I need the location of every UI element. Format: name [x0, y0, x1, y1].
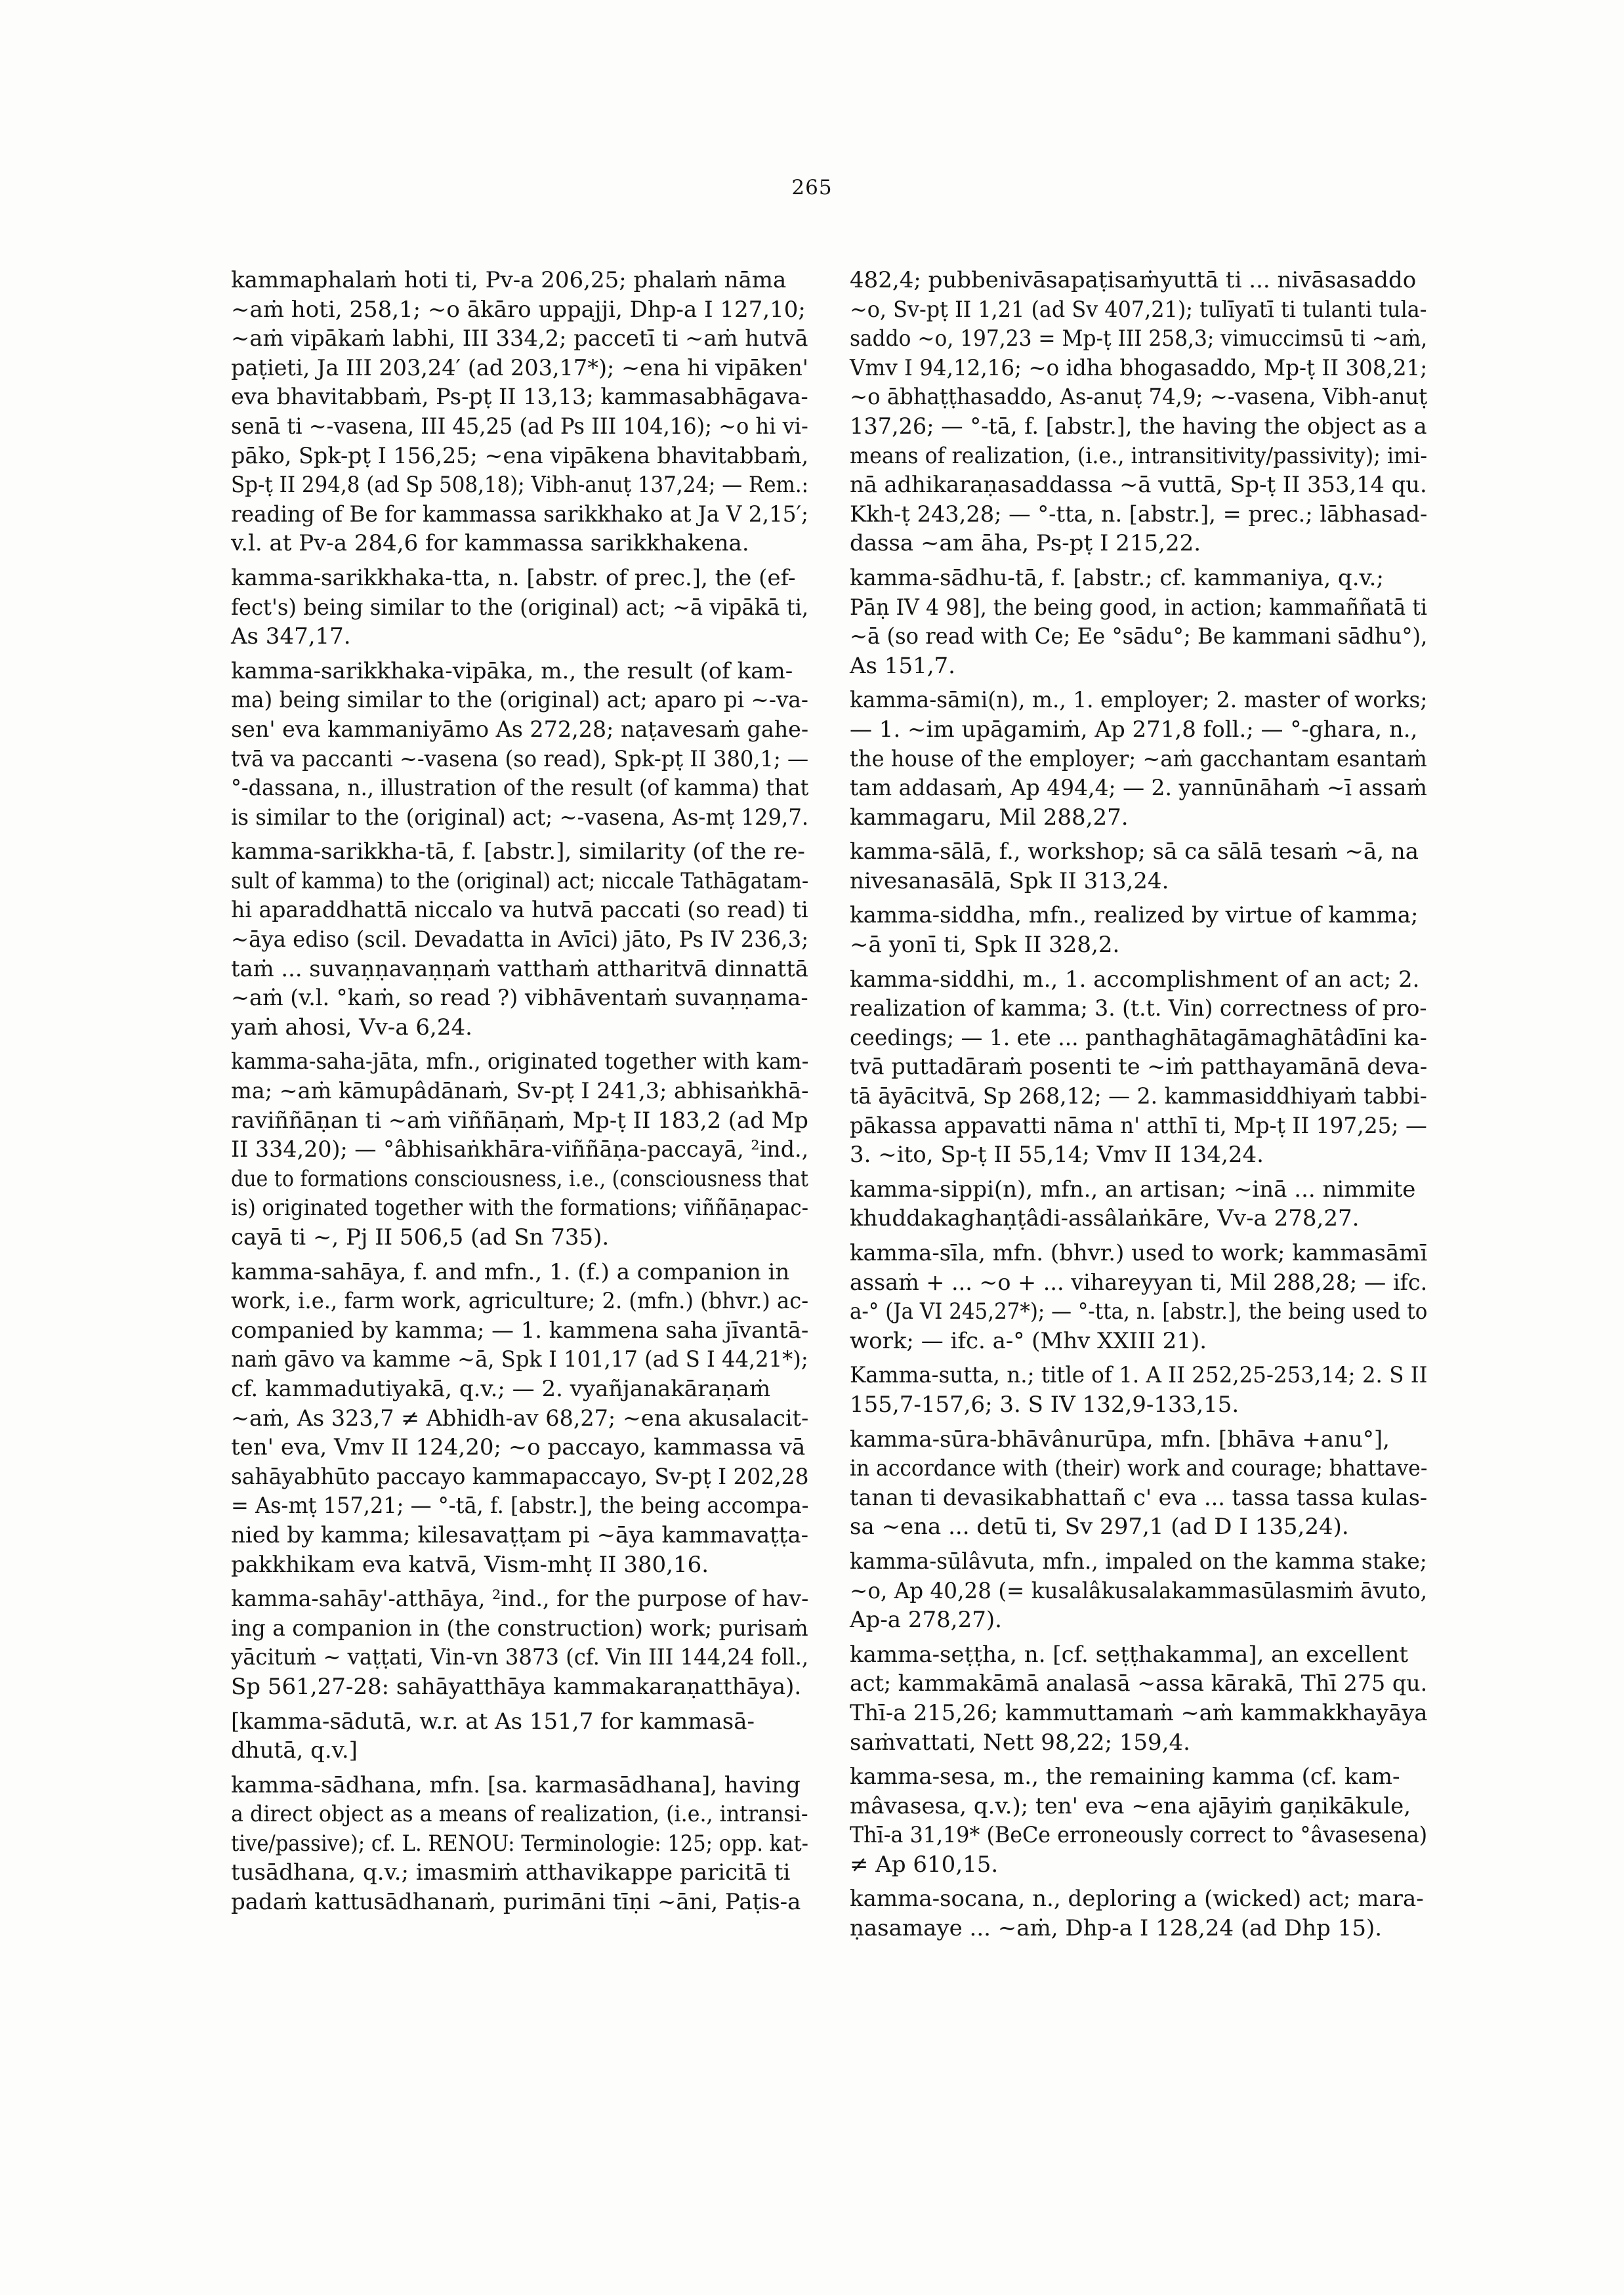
- entry-line: Sp 561,27-28: sahāyatthāya kammakaraṇatthāya).: [231, 1673, 802, 1700]
- entry-line: kammagaru, Mil 288,27.: [850, 804, 1129, 831]
- entry-line: 155,7-157,6; 3. S IV 132,9-133,15.: [850, 1391, 1239, 1418]
- entry-line: realization of kamma; 3. (t.t. Vin) correctness of pro-: [850, 995, 1427, 1022]
- entry-line: ~o, Ap 40,28 (= kusalâkusalakammasūlasmiṁ āvuto,: [850, 1577, 1428, 1604]
- entry-line: — 1. ~im upāgamiṁ, Ap 271,8 foll.; — °-ghara, n.,: [850, 716, 1418, 743]
- entry-line: v.l. at Pv-a 284,6 for kammassa sarikkhakena.: [231, 530, 749, 557]
- entry-line: fect's) being similar to the (original) act; ~ā vipākā ti,: [231, 594, 809, 621]
- entry-line: kamma-saha-jāta, mfn., originated together with kam-: [231, 1048, 809, 1075]
- entry-line: kamma-sālā, f., workshop; sā ca sālā tesaṁ ~ā, na: [850, 838, 1419, 865]
- entry-line: 3. ~ito, Sp-ṭ II 55,14; Vmv II 134,24.: [850, 1142, 1264, 1168]
- entry-line: tusādhana, q.v.; imasmiṁ atthavikappe paricitā ti: [231, 1859, 791, 1886]
- entry-line: kamma-sarikkhaka-vipāka, m., the result (of kam-: [231, 657, 793, 684]
- entry-line: Sp-ṭ II 294,8 (ad Sp 508,18); Vibh-anuṭ 137,24; — Rem.:: [231, 472, 809, 499]
- entry-line: kamma-seṭṭha, n. [cf. seṭṭhakamma], an excellent: [850, 1641, 1409, 1668]
- entry-line: a direct object as a means of realization, (i.e., intransi-: [231, 1801, 808, 1828]
- entry-line: kamma-sahāya, f. and mfn., 1. (f.) a companion in: [231, 1258, 790, 1285]
- entry-line: work, i.e., farm work, agriculture; 2. (mfn.) (bhvr.) ac-: [231, 1288, 809, 1315]
- entry-line: tam addasaṁ, Ap 494,4; — 2. yannūnāhaṁ ~ī assaṁ: [850, 775, 1427, 802]
- entry-line: work; — ifc. a-° (Mhv XXIII 21).: [850, 1327, 1207, 1354]
- right-column-entry: [850, 686, 1427, 832]
- left-column: [231, 266, 808, 1922]
- entry-line: As 347,17.: [231, 623, 351, 650]
- entry-line: sa ~ena ... detū ti, Sv 297,1 (ad D I 135,24).: [850, 1514, 1349, 1540]
- entry-line: II 334,20); — °âbhisaṅkhāra-viññāṇa-paccayā, ²ind.,: [231, 1136, 809, 1163]
- entry-line: yaṁ ahosi, Vv-a 6,24.: [231, 1014, 472, 1041]
- left-column-entry: [231, 1771, 808, 1917]
- entry-line: pāko, Spk-pṭ I 156,25; ~ena vipākena bhavitabbaṁ,: [231, 442, 809, 469]
- entry-line: ~o, Sv-pṭ II 1,21 (ad Sv 407,21); tulīyatī ti tulanti tula-: [850, 296, 1427, 323]
- right-column-entry: [850, 1175, 1427, 1233]
- entry-line: kamma-sādhana, mfn. [sa. karmasādhana], having: [231, 1771, 801, 1798]
- right-column-entry: [850, 1762, 1427, 1879]
- entry-line: sen' eva kammaniyāmo As 272,28; naṭavesaṁ gahe-: [231, 716, 809, 743]
- entry-line: sult of kamma) to the (original) act; niccale Tathāgatam-: [231, 867, 809, 894]
- entry-line: As 151,7.: [850, 652, 955, 679]
- entry-line: tā āyācitvā, Sp 268,12; — 2. kammasiddhiyaṁ tabbi-: [850, 1083, 1427, 1110]
- entry-line: kamma-sūra-bhāvânurūpa, mfn. [bhāva +anu°],: [850, 1426, 1390, 1453]
- entry-line: pakkhikam eva katvā, Vism-mhṭ II 380,16.: [231, 1551, 709, 1578]
- entry-line: ṇasamaye ... ~aṁ, Dhp-a I 128,24 (ad Dhp 15).: [850, 1915, 1383, 1942]
- entry-line: ma) being similar to the (original) act; aparo pi ~-va-: [231, 687, 808, 714]
- entry-line: Kamma-sutta, n.; title of 1. A II 252,25-253,14; 2. S II: [850, 1362, 1428, 1389]
- entry-line: = As-mṭ 157,21; — °-tā, f. [abstr.], the being accompa-: [231, 1493, 809, 1520]
- entry-line: ~o ābhaṭṭhasaddo, As-anuṭ 74,9; ~-vasena, Vibh-anuṭ: [850, 384, 1428, 411]
- left-column-entry: [231, 837, 808, 1042]
- entry-line: kamma-siddha, mfn., realized by virtue of kamma;: [850, 902, 1419, 929]
- entry-line: pākassa appavatti nāma n' atthī ti, Mp-ṭ II 197,25; —: [850, 1112, 1427, 1139]
- entry-line: nā adhikaraṇasaddassa ~ā vuttā, Sp-ṭ II 353,14 qu.: [850, 472, 1427, 499]
- entry-line: paṭieti, Ja III 203,24′ (ad 203,17*); ~ena hi vipāken': [231, 354, 808, 381]
- right-column-entry: [850, 1884, 1427, 1943]
- entry-line: Vmv I 94,12,16; ~o idha bhogasaddo, Mp-ṭ II 308,21;: [850, 354, 1428, 381]
- entry-line: ~aṁ (v.l. °kaṁ, so read ?) vibhāventaṁ suvaṇṇama-: [231, 985, 808, 1012]
- entry-line: ≠ Ap 610,15.: [850, 1851, 999, 1878]
- entry-line: assaṁ + ... ~o + ... vihareyyan ti, Mil 288,28; — ifc.: [850, 1269, 1428, 1296]
- entry-line: kamma-sarikkhaka-tta, n. [abstr. of prec.], the (ef-: [231, 564, 796, 591]
- entry-line: is) originated together with the formations; viññāṇapac-: [231, 1195, 809, 1222]
- entry-line: °-dassana, n., illustration of the result (of kamma) that: [231, 775, 809, 802]
- entry-line: tive/passive); cf. L. RENOU: Terminologie: 125; opp. kat-: [231, 1830, 809, 1857]
- entry-line: kamma-sūlâvuta, mfn., impaled on the kamma stake;: [850, 1548, 1427, 1575]
- entry-line: taṁ ... suvaṇṇavaṇṇaṁ vatthaṁ attharitvā dinnattā: [231, 955, 808, 982]
- entry-line: act; kammakāmā analasā ~assa kārakā, Thī 275 qu.: [850, 1670, 1428, 1697]
- right-column-entry: [850, 837, 1427, 896]
- entry-line: padaṁ kattusādhanaṁ, purimāni tīṇi ~āni, Paṭis-a: [231, 1889, 801, 1916]
- entry-line: sahāyabhūto paccayo kammapaccayo, Sv-pṭ I 202,28: [231, 1463, 809, 1490]
- entry-line: kamma-sippi(n), mfn., an artisan; ~inā ... nimmite: [850, 1176, 1416, 1203]
- entry-line: kammaphalaṁ hoti ti, Pv-a 206,25; phalaṁ nāma: [231, 267, 787, 293]
- left-column-entry: [231, 564, 808, 651]
- entry-line: tvā puttadāraṁ posenti te ~iṁ patthayamānā deva-: [850, 1054, 1428, 1081]
- right-column-entry: [850, 1425, 1427, 1542]
- entry-line: ~aṁ, As 323,7 ≠ Abhidh-av 68,27; ~ena akusalacit-: [231, 1405, 809, 1432]
- entry-line: yācituṁ ~ vaṭṭati, Vin-vn 3873 (cf. Vin III 144,24 foll.,: [231, 1644, 809, 1671]
- entry-line: ~ā (so read with Ce; Ee °sādu°; Be kammani sādhu°),: [850, 623, 1428, 650]
- entry-line: ~aṁ vipākaṁ labhi, III 334,2; paccetī ti ~aṁ hutvā: [231, 325, 808, 352]
- entry-line: tanan ti devasikabhattañ c' eva ... tassa tassa kulas-: [850, 1484, 1428, 1511]
- left-column-entry: [231, 1707, 808, 1766]
- right-column-entry: [850, 1640, 1427, 1757]
- entry-line: ~aṁ hoti, 258,1; ~o ākāro uppajji, Dhp-a I 127,10;: [231, 296, 806, 323]
- entry-line: 482,4; pubbenivāsapaṭisaṁyuttā ti ... nivāsasaddo: [850, 267, 1417, 293]
- entry-line: saṁvattati, Nett 98,22; 159,4.: [850, 1729, 1190, 1756]
- entry-line: kamma-sādhu-tā, f. [abstr.; cf. kammaniya, q.v.;: [850, 564, 1384, 591]
- entry-line: kamma-sahāy'-atthāya, ²ind., for the purpose of hav-: [231, 1586, 809, 1613]
- entry-line: kamma-siddhi, m., 1. accomplishment of an act; 2.: [850, 966, 1420, 993]
- entry-line: 137,26; — °-tā, f. [abstr.], the having the object as a: [850, 413, 1427, 440]
- entry-line: ma; ~aṁ kāmupâdānaṁ, Sv-pṭ I 241,3; abhisaṅkhā-: [231, 1078, 809, 1105]
- entry-line: kamma-sesa, m., the remaining kamma (cf. kam-: [850, 1764, 1400, 1790]
- left-column-entry: [231, 1047, 808, 1252]
- entry-line: mâvasesa, q.v.); ten' eva ~ena ajāyiṁ gaṇikākule,: [850, 1792, 1411, 1819]
- entry-line: tvā va paccanti ~-vasena (so read), Spk-pṭ II 380,1; —: [231, 745, 809, 772]
- entry-line: saddo ~o, 197,23 = Mp-ṭ III 258,3; vimuccimsū ti ~aṁ,: [850, 325, 1428, 352]
- right-column-entry: [850, 965, 1427, 1170]
- entry-line: [kamma-sādutā, w.r. at As 151,7 for kammasā-: [231, 1708, 755, 1735]
- right-column: [850, 266, 1427, 1949]
- right-column-entry: [850, 901, 1427, 959]
- right-column-entry: [850, 564, 1427, 680]
- page-number: 265: [791, 176, 833, 199]
- left-column-entry: [231, 1584, 808, 1701]
- entry-line: kamma-sīla, mfn. (bhvr.) used to work; kammasāmī: [850, 1240, 1428, 1266]
- entry-line: ~āya ediso (scil. Devadatta in Avīci) jāto, Ps IV 236,3;: [231, 926, 809, 953]
- entry-line: is similar to the (original) act; ~-vasena, As-mṭ 129,7.: [231, 804, 809, 831]
- entry-line: a-° (Ja VI 245,27*); — °-tta, n. [abstr.], the being used to: [850, 1298, 1428, 1325]
- entry-line: naṁ gāvo va kamme ~ā, Spk I 101,17 (ad S I 44,21*);: [231, 1346, 808, 1373]
- entry-line: ing a companion in (the construction) work; purisaṁ: [231, 1615, 808, 1642]
- entry-line: hi aparaddhattā niccalo va hutvā paccati (so read) ti: [231, 897, 808, 924]
- left-column-entry: [231, 1258, 808, 1580]
- entry-line: Thī-a 31,19* (BeCe erroneously correct to °âvasesena): [850, 1822, 1428, 1849]
- entry-line: raviññāṇan ti ~aṁ viññāṇaṁ, Mp-ṭ II 183,2 (ad Mp: [231, 1107, 808, 1134]
- entry-line: dassa ~am āha, Ps-pṭ I 215,22.: [850, 530, 1201, 557]
- left-column-entry: [231, 657, 808, 833]
- entry-line: senā ti ~-vasena, III 45,25 (ad Ps III 104,16); ~o hi vi-: [231, 413, 808, 440]
- right-column-entry: [850, 1361, 1427, 1419]
- entry-line: cayā ti ~, Pj II 506,5 (ad Sn 735).: [231, 1224, 610, 1251]
- entry-line: ten' eva, Vmv II 124,20; ~o paccayo, kammassa vā: [231, 1434, 806, 1461]
- entry-line: cf. kammadutiyakā, q.v.; — 2. vyañjanakāraṇaṁ: [231, 1375, 771, 1402]
- entry-line: Pāṇ IV 4 98], the being good, in action; kammaññatā ti: [850, 594, 1428, 621]
- entry-line: ~ā yonī ti, Spk II 328,2.: [850, 932, 1120, 959]
- entry-line: nied by kamma; kilesavaṭṭam pi ~āya kammavaṭṭa-: [231, 1521, 809, 1548]
- left-column-entry: [231, 266, 808, 558]
- entry-line: in accordance with (their) work and courage; bhattave-: [850, 1455, 1428, 1482]
- entry-line: nivesanasālā, Spk II 313,24.: [850, 867, 1169, 894]
- entry-line: companied by kamma; — 1. kammena saha jīvantā-: [231, 1317, 809, 1344]
- entry-line: Ap-a 278,27).: [850, 1607, 1002, 1634]
- right-column-entry: [850, 1547, 1427, 1635]
- right-column-entry: [850, 1239, 1427, 1355]
- entry-line: dhutā, q.v.]: [231, 1737, 358, 1764]
- entry-line: eva bhavitabbaṁ, Ps-pṭ II 13,13; kammasabhāgava-: [231, 384, 808, 411]
- entry-line: kamma-sāmi(n), m., 1. employer; 2. master of works;: [850, 687, 1428, 714]
- entry-line: means of realization, (i.e., intransitivity/passivity); imi-: [850, 442, 1428, 469]
- entry-line: reading of Be for kammassa sarikkhako at Ja V 2,15′;: [231, 501, 809, 527]
- entry-line: due to formations consciousness, i.e., (consciousness that: [231, 1165, 808, 1192]
- entry-line: Kkh-ṭ 243,28; — °-tta, n. [abstr.], = prec.; lābhasad-: [850, 501, 1428, 527]
- right-column-entry: [850, 266, 1427, 558]
- entry-line: kamma-socana, n., deploring a (wicked) act; mara-: [850, 1886, 1424, 1912]
- entry-line: khuddakaghaṇṭâdi-assâlaṅkāre, Vv-a 278,27.: [850, 1205, 1360, 1232]
- entry-line: ceedings; — 1. ete ... panthaghātagāmaghātâdīni ka-: [850, 1024, 1427, 1051]
- entry-line: Thī-a 215,26; kammuttamaṁ ~aṁ kammakkhayāya: [850, 1699, 1428, 1726]
- entry-line: kamma-sarikkha-tā, f. [abstr.], similarity (of the re-: [231, 838, 805, 865]
- entry-line: the house of the employer; ~aṁ gacchantam esantaṁ: [850, 745, 1427, 772]
